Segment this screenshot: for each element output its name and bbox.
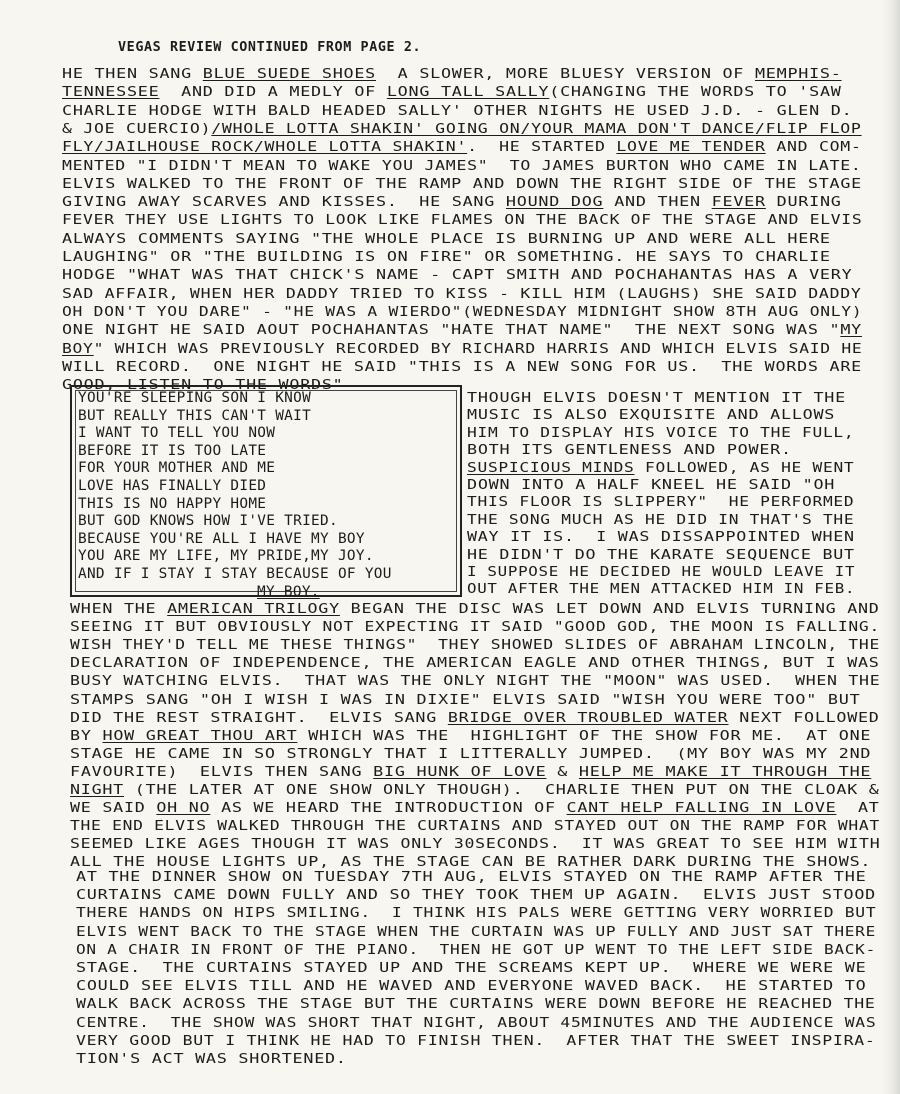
intro-line bbox=[62, 267, 852, 285]
trilogy-line bbox=[70, 764, 871, 782]
side-line bbox=[467, 390, 846, 408]
intro-line bbox=[62, 286, 862, 304]
text-run: & bbox=[546, 764, 579, 780]
text-run: AS WE HEARD THE INTRODUCTION OF bbox=[210, 801, 567, 817]
text-run: WAY IT IS. I WAS DISSAPPOINTED WHEN bbox=[467, 530, 855, 546]
trilogy-line bbox=[70, 818, 880, 836]
text-run: GOOD, LISTEN TO THE WORDS" bbox=[62, 378, 344, 394]
text-run: THE SONG MUCH AS HE DID IN THAT'S THE bbox=[467, 512, 855, 528]
side-line bbox=[467, 512, 854, 530]
song-title: OH NO bbox=[156, 801, 211, 817]
song-title: CANT HELP FALLING IN LOVE bbox=[566, 801, 837, 817]
text-run: AND DID A MEDLY OF bbox=[159, 85, 387, 101]
song-title: LOVE ME TENDER bbox=[616, 140, 766, 156]
text-run: AT bbox=[836, 801, 880, 817]
side-line bbox=[467, 547, 855, 565]
side-line bbox=[467, 564, 855, 582]
text-run: ELVIS WALKED TO THE FRONT OF THE RAMP AND DOWN THE RIGHT SIDE OF THE STAGE bbox=[62, 176, 862, 192]
side-line bbox=[467, 460, 854, 478]
text-run: BOTH ITS GENTLENESS AND POWER. bbox=[467, 443, 792, 459]
text-run: LAUGHING" OR "THE BUILDING IS ON FIRE" OR SOMETHING. HE SAYS TO CHARLIE bbox=[62, 250, 831, 265]
side-line bbox=[467, 407, 835, 425]
dinner-line bbox=[76, 905, 876, 923]
text-run: ON A CHAIR IN FRONT OF THE PIANO. THEN HE GOT UP WENT TO THE LEFT SIDE BACK- bbox=[76, 942, 876, 958]
text-run: MUSIC IS ALSO EXQUISITE AND ALLOWS bbox=[467, 408, 836, 424]
text-run: FAVOURITE) ELVIS THEN SANG bbox=[70, 764, 374, 780]
text-run: SAD AFFAIR, WHEN HER DADDY TRIED TO KISS - KILL HIM (LAUGHS) SHE SAID DADDY bbox=[62, 286, 862, 302]
intro-line bbox=[62, 231, 831, 249]
dinner-line bbox=[76, 942, 876, 960]
side-line bbox=[467, 494, 854, 512]
text-run: WHEN THE bbox=[70, 602, 168, 617]
intro-line bbox=[62, 66, 842, 84]
text-run: WALK BACK ACROSS THE STAGE BUT THE CURTAINS WERE DOWN BEFORE HE REACHED THE bbox=[76, 997, 876, 1013]
trilogy-line bbox=[70, 836, 880, 854]
text-run: DOWN INTO A HALF KNEEL HE SAID "OH bbox=[467, 478, 836, 493]
intro-line bbox=[62, 322, 862, 340]
dinner-line bbox=[76, 1051, 347, 1069]
song-title: TENNESSEE bbox=[62, 85, 160, 101]
text-run: DID THE REST STRAIGHT. ELVIS SANG bbox=[70, 710, 448, 726]
text-run: WILL RECORD. ONE NIGHT HE SAID "THIS IS A NEW SONG FOR US. THE WORDS ARE bbox=[62, 359, 862, 375]
text-run: BEGAN THE DISC WAS LET DOWN AND ELVIS TURNING AND bbox=[339, 602, 880, 617]
text-run: FOLLOWED, AS HE WENT bbox=[634, 460, 855, 476]
song-title: MY bbox=[840, 323, 862, 339]
text-run: OH DON'T YOU DARE" - "HE WAS A WIERDO"(WEDNESDAY MIDNIGHT SHOW 8TH AUG ONLY) bbox=[62, 304, 863, 320]
text-run: HIM TO DISPLAY HIS VOICE TO THE FULL, bbox=[467, 425, 855, 441]
intro-line bbox=[62, 139, 862, 157]
text-run: TION'S ACT WAS SHORTENED. bbox=[76, 1052, 347, 1067]
song-title: LONG TALL SALLY bbox=[386, 85, 550, 101]
lyric-line: YOU'RE SLEEPING SON I KNOW bbox=[78, 390, 312, 406]
lyric-line-final: MY BOY. bbox=[257, 583, 320, 600]
lyric-line: THIS IS NO HAPPY HOME bbox=[78, 495, 267, 512]
song-title: BRIDGE OVER TROUBLED WATER bbox=[447, 710, 729, 726]
text-run: WISH THEY'D TELL ME THESE THINGS" THEY SHOWED SLIDES OF ABRAHAM LINCOLN, THE bbox=[70, 638, 880, 654]
side-line bbox=[467, 581, 855, 599]
dinner-line bbox=[76, 1033, 876, 1051]
text-run: BY bbox=[70, 728, 103, 744]
song-title: NIGHT bbox=[70, 783, 124, 798]
text-run: THERE HANDS ON HIPS SMILING. I THINK HIS PALS WERE GETTING VERY WORRIED BUT bbox=[76, 906, 877, 922]
trilogy-line bbox=[70, 637, 880, 655]
text-run: . HE STARTED bbox=[467, 140, 617, 156]
dinner-line bbox=[76, 869, 866, 887]
intro-line bbox=[62, 212, 862, 230]
text-run: & JOE CUERCIO) bbox=[62, 121, 212, 137]
side-line bbox=[467, 442, 792, 460]
text-run: THIS FLOOR IS SLIPPERY" HE PERFORMED bbox=[467, 495, 855, 511]
text-run: STAMPS SANG "OH I WISH I WAS IN DIXIE" ELVIS SAID "WISH YOU WERE TOO" BUT bbox=[70, 692, 861, 708]
text-run: STAGE HE CAME IN SO STRONGLY THAT I LITTERALLY JUMPED. (MY BOY WAS MY 2ND bbox=[70, 746, 872, 762]
dinner-line bbox=[76, 978, 866, 996]
lyric-line: BECAUSE YOU'RE ALL I HAVE MY BOY bbox=[78, 530, 365, 547]
text-run: AT THE DINNER SHOW ON TUESDAY 7TH AUG, ELVIS STAYED ON THE RAMP AFTER THE bbox=[76, 870, 867, 885]
song-title: HOUND DOG bbox=[505, 195, 604, 211]
text-run: AND COM- bbox=[765, 140, 862, 156]
trilogy-line bbox=[70, 746, 871, 764]
dinner-line bbox=[76, 996, 876, 1014]
lyric-line: BUT GOD KNOWS HOW I'VE TRIED. bbox=[78, 513, 338, 530]
trilogy-line bbox=[70, 601, 880, 619]
song-title: HOW GREAT THOU ART bbox=[102, 728, 298, 744]
text-run: THOUGH ELVIS DOESN'T MENTION IT THE bbox=[467, 391, 846, 406]
trilogy-line bbox=[70, 710, 880, 728]
text-run: I SUPPOSE HE DECIDED HE WOULD LEAVE IT bbox=[467, 565, 856, 580]
trilogy-line bbox=[70, 655, 880, 673]
text-run: ALL THE HOUSE LIGHTS UP, AS THE STAGE CAN BE RATHER DARK DURING THE SHOWS. bbox=[70, 855, 872, 871]
intro-line bbox=[62, 103, 852, 121]
song-title: FLY/JAILHOUSE ROCK/WHOLE LOTTA SHAKIN' bbox=[62, 140, 468, 156]
text-run: NEXT FOLLOWED bbox=[728, 710, 880, 726]
intro-line bbox=[62, 304, 862, 322]
song-title: SUSPICIOUS MINDS bbox=[467, 460, 635, 476]
lyric-line: BUT REALLY THIS CAN'T WAIT bbox=[78, 407, 312, 424]
side-line bbox=[467, 529, 855, 547]
text-run: WE SAID bbox=[70, 801, 157, 817]
intro-line bbox=[62, 194, 842, 212]
text-run: A SLOWER, MORE BLUESY VERSION OF bbox=[376, 67, 755, 82]
text-run: CHARLIE HODGE WITH BALD HEADED SALLY' OTHER NIGHTS HE USED J.D. - GLEN D. bbox=[62, 103, 853, 119]
text-run: STAGE. THE CURTAINS STAYED UP AND THE SCREAMS KEPT UP. WHERE WE WERE WE bbox=[76, 961, 867, 976]
text-run: CURTAINS CAME DOWN FULLY AND SO THEY TOOK THEM UP AGAIN. ELVIS JUST STOOD bbox=[76, 888, 876, 904]
text-run: SEEMED LIKE AGES THOUGH IT WAS ONLY 30SECONDS. IT WAS GREAT TO SEE HIM WITH bbox=[70, 837, 881, 853]
trilogy-line bbox=[70, 728, 871, 746]
lyric-line: FOR YOUR MOTHER AND ME bbox=[78, 460, 276, 477]
song-title: /WHOLE LOTTA SHAKIN' GOING ON/YOUR MAMA DON'T DANCE/FLIP FLOP bbox=[211, 121, 862, 137]
side-line bbox=[467, 477, 835, 495]
trilogy-line bbox=[70, 619, 880, 637]
text-run: SEEING IT BUT OBVIOUSLY NOT EXPECTING IT SAID "GOOD GOD, THE MOON IS FALLING. bbox=[70, 620, 880, 636]
text-run: HODGE "WHAT WAS THAT CHICK'S NAME - CAPT SMITH AND POCHAHANTAS HAS A VERY bbox=[62, 268, 853, 284]
song-title: BOY bbox=[62, 341, 94, 357]
text-run: DECLARATION OF INDEPENDENCE, THE AMERICAN EAGLE AND OTHER THINGS, BUT I WAS bbox=[70, 656, 880, 672]
text-run: CENTRE. THE SHOW WAS SHORT THAT NIGHT, ABOUT 45MINUTES AND THE AUDIENCE WAS bbox=[76, 1015, 877, 1031]
intro-line bbox=[62, 359, 862, 377]
page-heading: VEGAS REVIEW CONTINUED FROM PAGE 2. bbox=[118, 40, 422, 55]
text-run: WHICH WAS THE HIGHLIGHT OF THE SHOW FOR ME. AT ONE bbox=[297, 728, 872, 744]
text-run: HE DIDN'T DO THE KARATE SEQUENCE BUT bbox=[467, 547, 855, 563]
text-run: MENTED "I DIDN'T MEAN TO WAKE YOU JAMES" TO JAMES BURTON WHO CAME IN LATE. bbox=[62, 158, 862, 174]
lyric-line: BEFORE IT IS TOO LATE bbox=[78, 442, 267, 459]
intro-line bbox=[62, 121, 862, 139]
song-title: AMERICAN TRILOGY bbox=[167, 602, 340, 617]
trilogy-line bbox=[70, 692, 860, 710]
dinner-line bbox=[76, 924, 876, 942]
text-run: FEVER THEY USE LIGHTS TO LOOK LIKE FLAMES ON THE BACK OF THE STAGE AND ELVIS bbox=[62, 213, 863, 229]
intro-line bbox=[62, 158, 862, 176]
paper-edge-shadow bbox=[882, 0, 900, 1094]
text-run: ONE NIGHT HE SAID AOUT POCHAHANTAS "HATE THAT NAME" THE NEXT SONG WAS " bbox=[62, 323, 841, 339]
text-run: DURING bbox=[765, 195, 842, 211]
trilogy-line bbox=[70, 800, 880, 818]
song-title: BLUE SUEDE SHOES bbox=[202, 67, 377, 82]
trilogy-line bbox=[70, 782, 880, 800]
song-title: MEMPHIS- bbox=[754, 67, 842, 82]
lyric-line: LOVE HAS FINALLY DIED bbox=[78, 478, 267, 494]
text-run: HE THEN SANG bbox=[62, 67, 203, 82]
text-run: COULD SEE ELVIS TILL AND HE WAVED AND EVERYONE WAVED BACK. HE STARTED TO bbox=[76, 979, 867, 995]
dinner-line bbox=[76, 960, 866, 978]
text-run: BUSY WATCHING ELVIS. THAT WAS THE ONLY NIGHT THE "MOON" WAS USED. WHEN THE bbox=[70, 674, 881, 690]
song-title: BIG HUNK OF LOVE bbox=[373, 764, 547, 780]
trilogy-line bbox=[70, 673, 880, 691]
intro-line bbox=[62, 84, 842, 102]
song-title: HELP ME MAKE IT THROUGH THE bbox=[578, 764, 872, 780]
text-run: ALWAYS COMMENTS SAYING "THE WHOLE PLACE IS BURNING UP AND WERE ALL HERE bbox=[62, 231, 831, 247]
lyric-line: AND IF I STAY I STAY BECAUSE OF YOU bbox=[78, 566, 392, 582]
intro-line bbox=[62, 176, 862, 194]
text-run: ELVIS WENT BACK TO THE STAGE WHEN THE CURTAIN WAS UP FULLY AND JUST SAT THERE bbox=[76, 924, 876, 940]
dinner-line bbox=[76, 1015, 876, 1033]
song-title: FEVER bbox=[711, 195, 766, 211]
text-run: VERY GOOD BUT I THINK HE HAD TO FINISH THEN. AFTER THAT THE SWEET INSPIRA- bbox=[76, 1033, 876, 1049]
text-run: AND THEN bbox=[603, 195, 712, 211]
side-line bbox=[467, 425, 854, 443]
text-run: " WHICH WAS PREVIOUSLY RECORDED BY RICHARD HARRIS AND WHICH ELVIS SAID HE bbox=[93, 341, 863, 357]
dinner-line bbox=[76, 887, 876, 905]
text-run: GIVING AWAY SCARVES AND KISSES. HE SANG bbox=[62, 195, 506, 211]
lyric-line: YOU ARE MY LIFE, MY PRIDE,MY JOY. bbox=[78, 548, 374, 565]
text-run: (THE LATER AT ONE SHOW ONLY THOUGH). CHARLIE THEN PUT ON THE CLOAK & bbox=[123, 783, 880, 798]
text-run: (CHANGING THE WORDS TO 'SAW bbox=[549, 85, 842, 101]
text-run: THE END ELVIS WALKED THROUGH THE CURTAINS AND STAYED OUT ON THE RAMP FOR WHAT bbox=[70, 819, 880, 835]
intro-line bbox=[62, 341, 862, 359]
lyric-line: I WANT TO TELL YOU NOW bbox=[78, 425, 276, 442]
intro-line bbox=[62, 249, 831, 267]
text-run: OUT AFTER THE MEN ATTACKED HIM IN FEB. bbox=[467, 582, 856, 598]
